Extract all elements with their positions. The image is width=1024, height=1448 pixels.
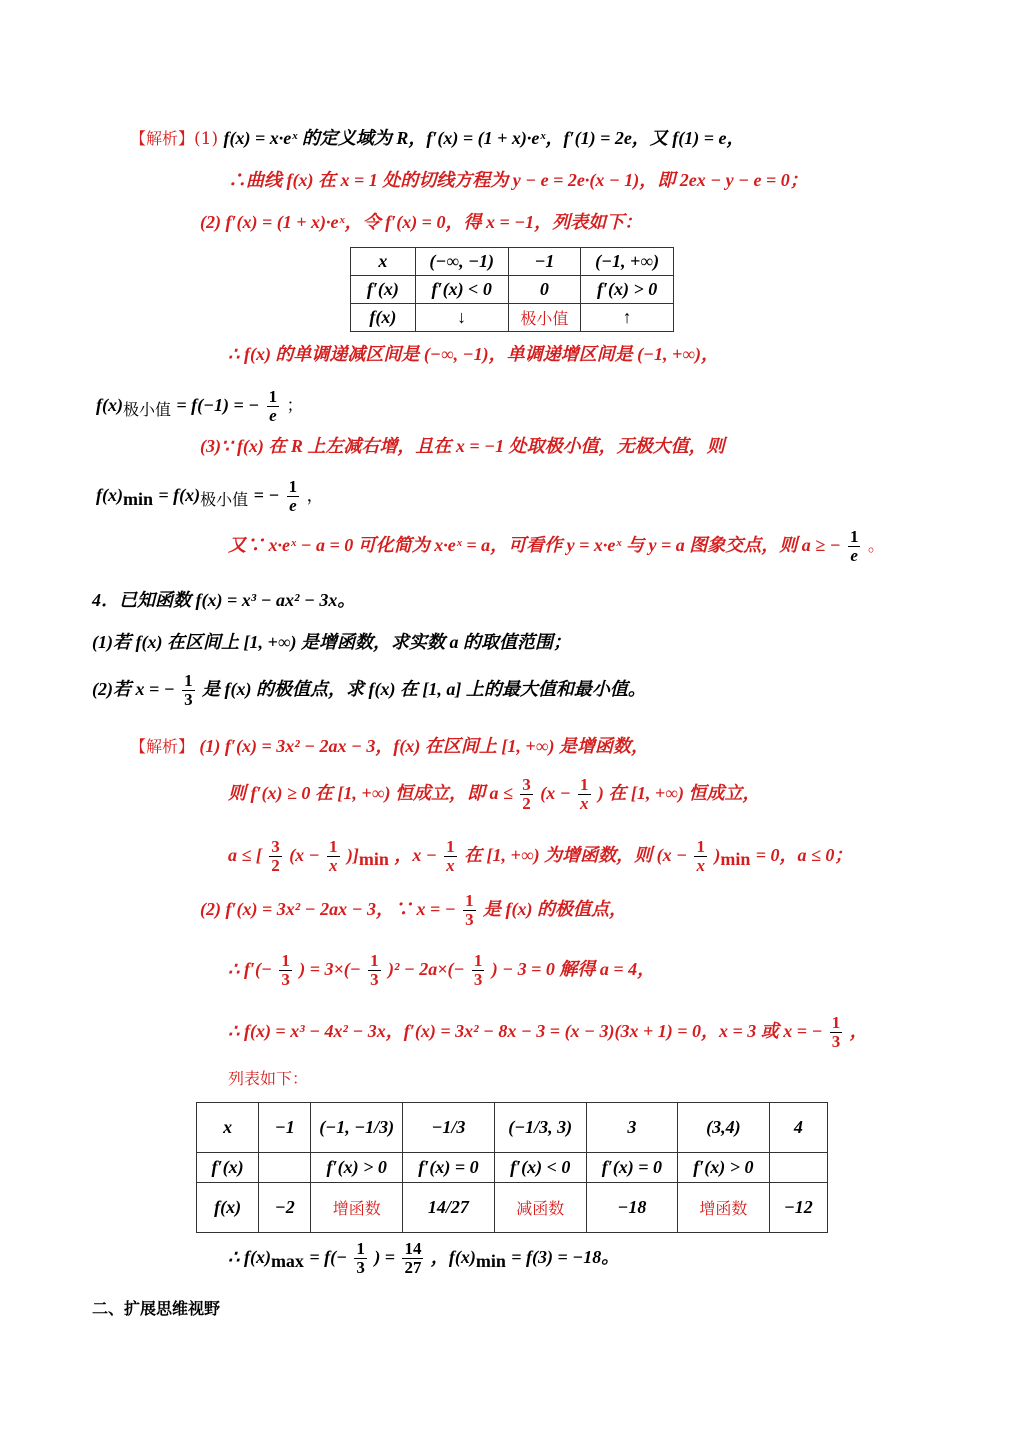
table-cell: −1 — [259, 1103, 311, 1153]
numerator: 1 — [849, 527, 859, 546]
equation-text: = − — [253, 484, 280, 505]
denominator: e — [850, 545, 858, 565]
monotonicity-table-1 — [350, 247, 674, 332]
intersection-text: 又∵ x·eˣ − a = 0 可化简为 x·eˣ = a，可看作 y = x·eˣ 与 y = a 图象交点，则 a ≥ − — [228, 534, 841, 555]
numerator: 1 — [831, 1013, 841, 1032]
denominator: 3 — [473, 969, 483, 989]
intersection-line — [228, 528, 885, 565]
fraction — [368, 952, 381, 989]
section-heading: 二、扩展思维视野 — [92, 1299, 221, 1318]
equation-text: 在 [1, +∞) 为增函数，则 (x − — [464, 844, 688, 865]
equation-text: = 0，a ≤ 0； — [755, 844, 853, 865]
table-cell: 3 — [586, 1103, 677, 1153]
denominator: x — [696, 855, 705, 875]
table-cell: 极小值 — [508, 304, 581, 332]
table-cell: f′(x) — [197, 1153, 259, 1183]
table-cell: x — [351, 248, 416, 276]
fx-text: f(x) — [96, 394, 123, 415]
solution-4-line-1 — [130, 736, 649, 758]
subscript: 极小值 — [122, 400, 171, 420]
question-4-stem — [92, 590, 355, 612]
fraction — [472, 952, 485, 989]
denominator: 2 — [522, 793, 531, 813]
punctuation: ； — [286, 395, 304, 416]
punctuation: ， — [306, 485, 324, 506]
monotonic-intervals — [228, 344, 719, 366]
fx-text: f(x) — [96, 484, 123, 505]
monotonicity-table-2 — [196, 1102, 828, 1233]
numerator: 1 — [281, 951, 290, 970]
fraction — [463, 892, 476, 929]
denominator: 3 — [465, 909, 474, 929]
fraction — [327, 838, 340, 875]
fraction — [578, 776, 591, 813]
part3-statement: (3)∵ f(x) 在 R 上左减右增，且在 x = −1 处取极小值，无极大值，则 — [200, 436, 725, 456]
equation-text: ，x − — [394, 844, 437, 865]
numerator: 1 — [446, 837, 455, 856]
numerator: 1 — [329, 837, 338, 856]
table-cell — [259, 1153, 311, 1183]
fraction — [279, 952, 292, 989]
table-cell: f′(x) < 0 — [494, 1153, 586, 1183]
table-cell: (−1, −1/3) — [311, 1103, 403, 1153]
table-intro: 列表如下： — [228, 1069, 309, 1088]
fraction — [444, 838, 457, 875]
fraction — [182, 672, 195, 709]
denominator: 3 — [831, 1031, 841, 1051]
interval-text: ∴ f(x) 的单调递减区间是 (−∞, −1)，单调递增区间是 (−1, +∞)， — [228, 344, 720, 364]
fraction — [848, 528, 861, 565]
equation-text: ，f(x) — [430, 1246, 476, 1267]
equation-text: 是 f(x) 的极值点， — [482, 898, 627, 919]
table-cell: f′(x) = 0 — [586, 1153, 677, 1183]
fraction — [287, 478, 300, 515]
question-text: 是 f(x) 的极值点，求 f(x) 在 [1, a] 上的最大值和最小值。 — [201, 678, 646, 699]
global-min-line — [96, 478, 324, 515]
table-cell: f(x) — [351, 304, 416, 332]
table-cell: −12 — [769, 1183, 827, 1233]
equation-text: ∴ f′(− — [228, 958, 272, 979]
table-cell: 0 — [508, 276, 581, 304]
subscript: min — [720, 849, 751, 870]
subscript: min — [122, 489, 153, 510]
equation-text: 则 f′(x) ≥ 0 在 [1, +∞) 恒成立，即 a ≤ — [228, 782, 513, 803]
solution-4-line-5 — [228, 952, 655, 989]
table-cell: 减函数 — [494, 1183, 586, 1233]
part3-text — [200, 436, 725, 458]
equation-text: ) − 3 = 0 解得 a = 4， — [491, 958, 656, 979]
subscript: min — [475, 1251, 506, 1272]
equation-text: )] — [346, 844, 359, 865]
table-cell: −18 — [586, 1183, 677, 1233]
denominator: 3 — [281, 969, 290, 989]
table-cell: f′(x) = 0 — [403, 1153, 495, 1183]
equation-text: a ≤ [ — [228, 844, 262, 865]
denominator: 3 — [356, 1257, 365, 1277]
solution-line-1 — [130, 128, 745, 150]
question-4-part1 — [92, 632, 571, 654]
solution-label: 【解析】 — [130, 737, 195, 756]
fraction — [354, 1240, 367, 1277]
denominator: e — [269, 405, 277, 425]
solution-4-line-8 — [228, 1240, 619, 1277]
numerator: 1 — [465, 891, 474, 910]
denominator: x — [329, 855, 338, 875]
table-cell: 增函数 — [678, 1183, 770, 1233]
solution-4-line-2 — [228, 776, 761, 813]
table-cell: 增函数 — [311, 1183, 403, 1233]
part-number: (1) — [194, 129, 219, 149]
equation-text: = f(−1) = − — [176, 394, 260, 415]
denominator: 27 — [404, 1257, 422, 1277]
numerator: 3 — [271, 837, 280, 856]
tangent-equation: ∴曲线 f(x) 在 x = 1 处的切线方程为 y − e = 2e·(x − 1)，即 2ex − y − e = 0； — [228, 170, 808, 190]
part2-text — [200, 212, 642, 234]
solution-4-line-6 — [228, 1014, 868, 1051]
solution-4-line-4 — [200, 892, 627, 929]
table-cell — [769, 1153, 827, 1183]
table-cell: (−1/3, 3) — [494, 1103, 586, 1153]
denominator: x — [446, 855, 455, 875]
table-cell: (−1, +∞) — [581, 248, 674, 276]
equation-text: (2) f′(x) = 3x² − 2ax − 3，∵ x = − — [200, 898, 456, 919]
derivative-zero: (2) f′(x) = (1 + x)·eˣ，令 f′(x) = 0，得 x = −1，列表如下： — [200, 212, 643, 232]
solution-4-line-7 — [228, 1070, 308, 1090]
up-arrow-icon: ↑ — [581, 304, 674, 332]
table-cell: −1/3 — [403, 1103, 495, 1153]
numerator: 1 — [288, 477, 298, 496]
solution-text: f(x) = x·eˣ 的定义域为 R，f′(x) = (1 + x)·eˣ，f′(1) = 2e，又 f(1) = e， — [223, 128, 745, 148]
table-cell: −1 — [508, 248, 581, 276]
numerator: 1 — [696, 837, 705, 856]
numerator: 1 — [580, 775, 589, 794]
subscript: 极小值 — [200, 490, 249, 510]
equation-text: )² − 2a×(− — [387, 958, 465, 979]
numerator: 14 — [404, 1239, 422, 1258]
fraction — [694, 838, 707, 875]
numerator: 1 — [268, 387, 278, 406]
denominator: 2 — [271, 855, 280, 875]
numerator: 1 — [370, 951, 379, 970]
denominator: e — [289, 495, 297, 515]
equation-text: ) = 3×(− — [299, 958, 361, 979]
equation-text: = f(x) — [158, 484, 201, 505]
subscript: min — [358, 849, 389, 870]
table-cell: x — [197, 1103, 259, 1153]
fraction — [267, 388, 280, 425]
numerator: 1 — [473, 951, 483, 970]
equation-text: (x − — [540, 782, 571, 803]
punctuation: ， — [849, 1020, 868, 1041]
numerator: 3 — [522, 775, 531, 794]
tangent-line-text — [228, 170, 808, 192]
table-cell: f′(x) > 0 — [581, 276, 674, 304]
down-arrow-icon: ↓ — [415, 304, 508, 332]
equation-text: = f(− — [309, 1246, 347, 1267]
question-text: (2)若 x = − — [92, 678, 175, 699]
equation-text: ) — [714, 844, 721, 865]
solution-label: 【解析】 — [130, 129, 195, 148]
question-text: 4．已知函数 f(x) = x³ − ax² − 3x。 — [92, 590, 356, 610]
question-text: (1)若 f(x) 在区间上 [1, +∞) 是增函数，求实数 a 的取值范围； — [92, 632, 572, 652]
table-cell: 14/27 — [403, 1183, 495, 1233]
fraction — [402, 1240, 423, 1277]
table-cell: 4 — [769, 1103, 827, 1153]
table-cell: f′(x) > 0 — [311, 1153, 403, 1183]
denominator: x — [580, 793, 589, 813]
punctuation: 。 — [867, 535, 885, 556]
table-cell: (−∞, −1) — [415, 248, 508, 276]
table-cell: f′(x) < 0 — [415, 276, 508, 304]
denominator: 3 — [184, 689, 193, 709]
denominator: 3 — [370, 969, 379, 989]
solution-text: (1) f′(x) = 3x² − 2ax − 3，f(x) 在区间上 [1, +∞) 是增函数， — [199, 736, 649, 756]
numerator: 1 — [184, 671, 193, 690]
equation-text: ) = — [374, 1246, 396, 1267]
subscript: max — [270, 1251, 304, 1272]
equation-text: ∴ f(x) — [228, 1246, 271, 1267]
fraction — [520, 776, 533, 813]
numerator: 1 — [356, 1239, 365, 1258]
fraction — [269, 838, 282, 875]
equation-text: ) 在 [1, +∞) 恒成立， — [597, 782, 761, 803]
table-cell: f′(x) — [351, 276, 416, 304]
equation-text: ∴ f(x) = x³ − 4x² − 3x，f′(x) = 3x² − 8x − 3 = (x − 3)(3x + 1) = 0，x = 3 或 x = − — [228, 1020, 823, 1041]
question-4-part2 — [92, 672, 646, 709]
table-cell: f(x) — [197, 1183, 259, 1233]
table-cell: (3,4) — [678, 1103, 770, 1153]
table-cell: f′(x) > 0 — [678, 1153, 770, 1183]
equation-text: (x − — [289, 844, 320, 865]
table-cell: −2 — [259, 1183, 311, 1233]
min-value-line — [96, 388, 304, 425]
solution-4-line-3 — [228, 838, 852, 875]
fraction — [830, 1014, 843, 1051]
equation-text: = f(3) = −18。 — [511, 1246, 620, 1267]
